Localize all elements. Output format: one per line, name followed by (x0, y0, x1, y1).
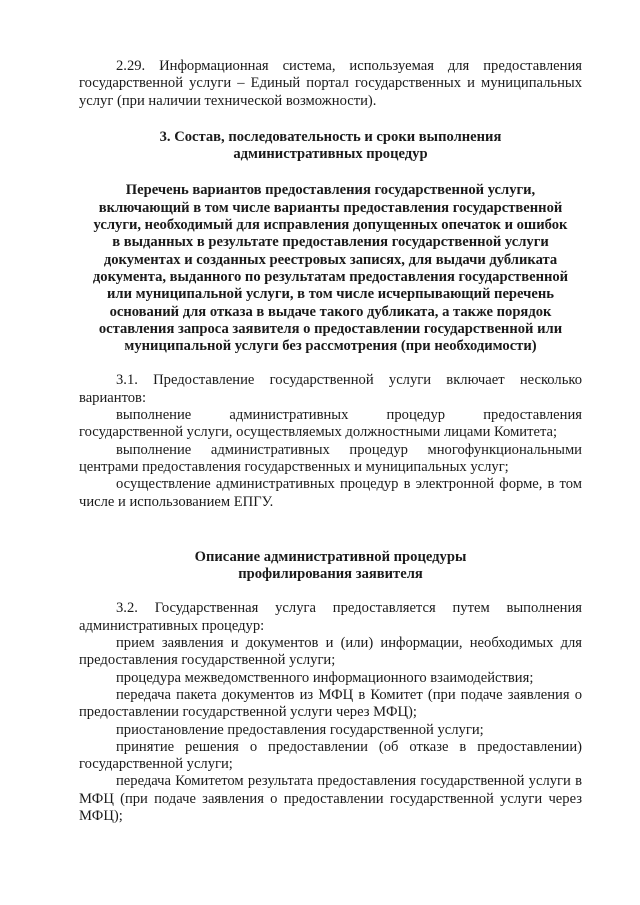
list-item: выполнение административных процедур многофункциональными центрами предоставления государственных и муниципальных услуг; (79, 441, 582, 475)
list-item: процедура межведомственного информационного взаимодействия; (116, 669, 534, 686)
variants-heading-line: услуги, необходимый для исправления допущенных опечаток и ошибок (93, 217, 568, 234)
profiling-heading (79, 549, 582, 584)
paragraph-3-1-intro: 3.1. Предоставление государственной услуги включает несколько вариантов: (79, 372, 582, 406)
variants-heading (79, 182, 582, 355)
list-item: передача Комитетом результата предоставления государственной услуги в МФЦ (при подаче заявления о предоставлении государственной услуги через МФЦ); (79, 773, 582, 824)
list-item: выполнение административных процедур предоставления государственной услуги, осуществляемых должностными лицами Комитета; (79, 407, 582, 441)
list-item: осуществление административных процедур в электронной форме, в том числе и использованием ЕПГУ. (79, 476, 582, 510)
paragraph-3-1 (79, 372, 582, 510)
paragraph-2-29: 2.29. Информационная система, используемая для предоставления государственной услуги – Единый портал государственных и муниципальных услуг (при наличии технической возможности). (79, 58, 582, 109)
list-item: приостановление предоставления государственной услуги; (116, 721, 484, 738)
list-item: прием заявления и документов и (или) информации, необходимых для предоставления государственной услуги; (79, 635, 582, 669)
variants-heading-line: муниципальной услуги без рассмотрения (при необходимости) (124, 338, 537, 355)
variants-heading-line: оснований для отказа в выдаче такого дубликата, а также порядок (109, 303, 552, 320)
paragraph-3-2 (79, 600, 582, 825)
variants-heading-line: в выданных в результате предоставления государственной услуги (112, 234, 549, 251)
variants-heading-line: документах и созданных реестровых записях, для выдачи дубликата (103, 251, 558, 268)
list-item: передача пакета документов из МФЦ в Комитет (при подаче заявления о предоставлении государственной услуги через МФЦ); (79, 686, 582, 721)
section-3-title-line2: административных процедур (233, 146, 428, 163)
list-item: принятие решения о предоставлении (об отказе в предоставлении) государственной услуги; (79, 738, 582, 773)
variants-heading-line: включающий в том числе варианты предоставления государственной (98, 199, 563, 216)
paragraph-3-2-intro: 3.2. Государственная услуга предоставляется путем выполнения административных процедур: (79, 600, 582, 634)
section-3-title-line1: 3. Состав, последовательность и сроки выполнения (159, 128, 502, 145)
variants-heading-line: оставления запроса заявителя о предоставлении государственной или (98, 320, 563, 337)
section-3-heading (79, 129, 582, 164)
profiling-heading-line2: профилирования заявителя (238, 566, 423, 583)
profiling-heading-line1: Описание административной процедуры (194, 548, 467, 565)
variants-heading-line: или муниципальной услуги, в том числе исчерпывающий перечень (107, 286, 554, 303)
variants-heading-line: документа, выданного по результатам предоставления государственной (92, 268, 569, 285)
variants-heading-line: Перечень вариантов предоставления государственной услуги, (125, 182, 536, 199)
